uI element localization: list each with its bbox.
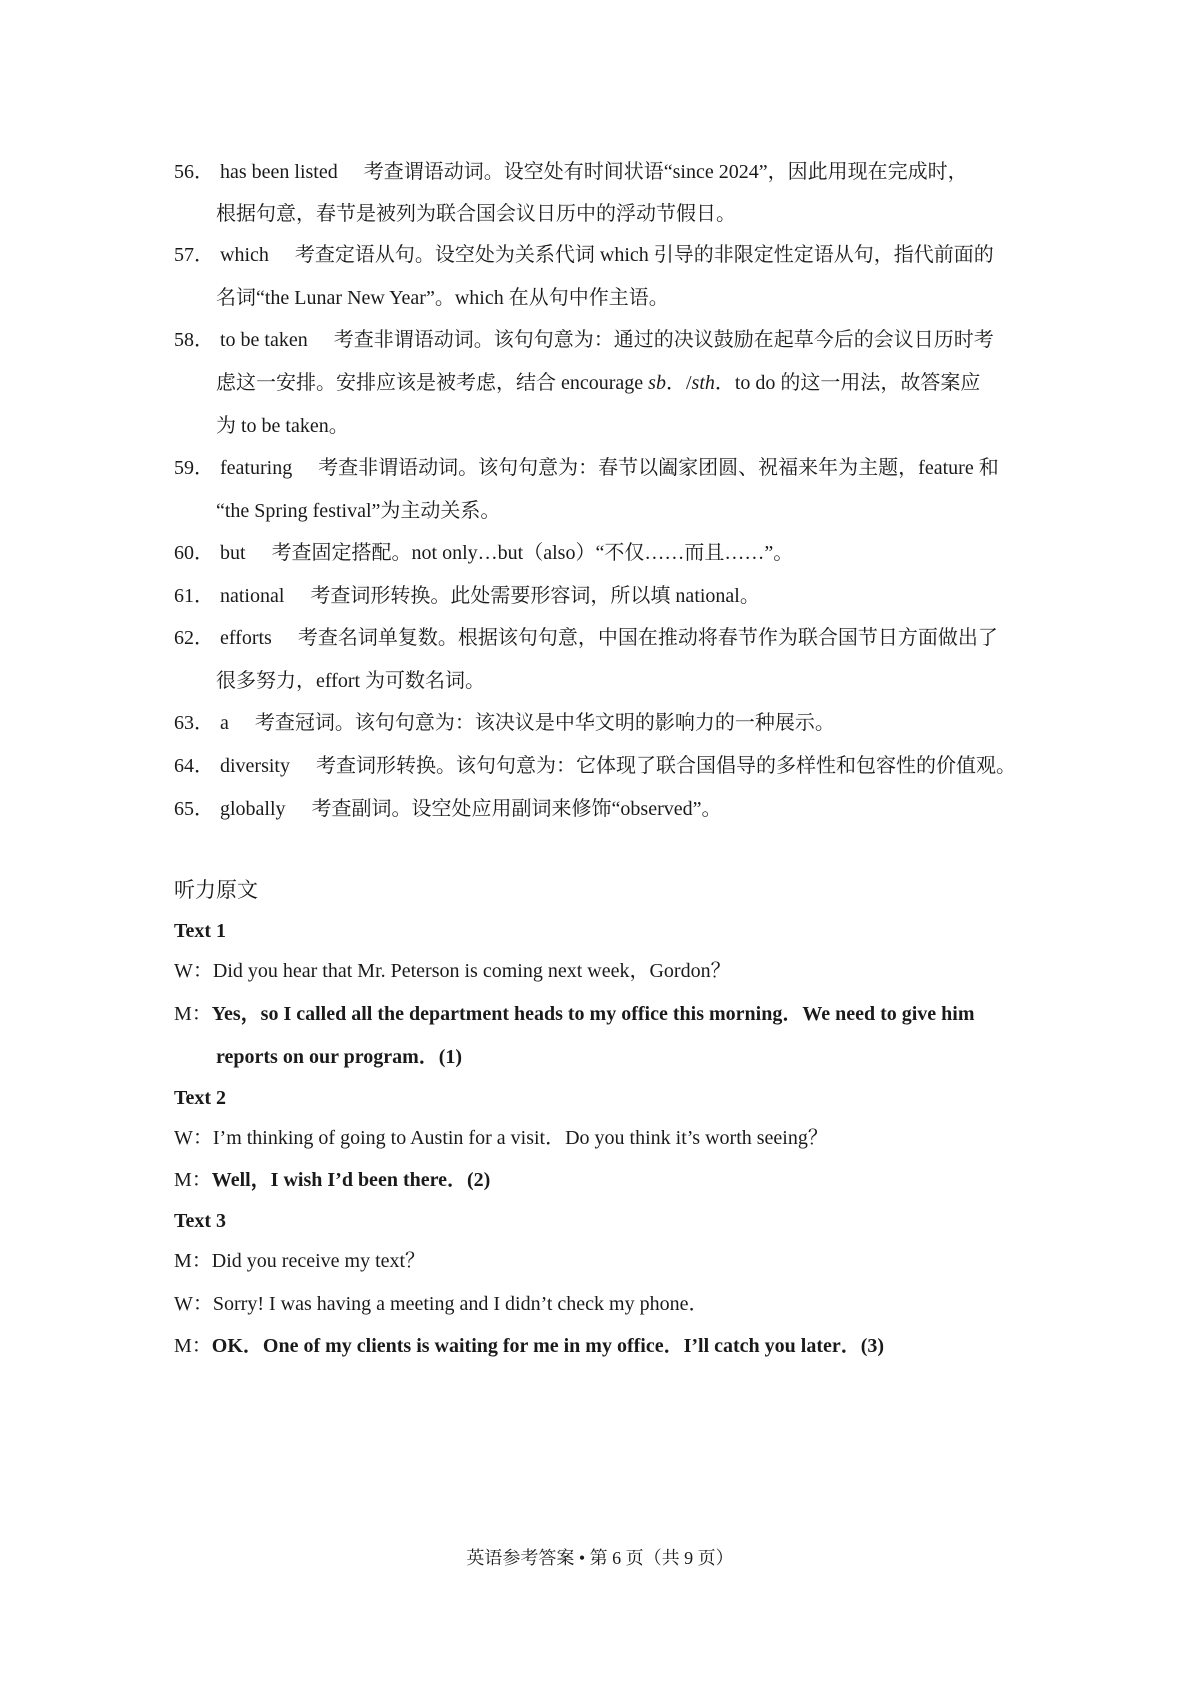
answer-57-line2: 名词“the Lunar New Year”。which 在从句中作主语。 [216,287,669,309]
answer-number: 63． [174,712,214,734]
explanation: 考查谓语动词。设空处有时间状语“since 2024”，因此用现在完成时， [363,161,968,183]
answer-58-line2 [216,369,980,397]
page-footer: 英语参考答案 • 第 6 页（共 9 页） [466,1548,734,1568]
answer-number: 62． [174,627,214,649]
answer-57-line1 [174,241,994,269]
text1-w1: W：Did you hear that Mr. Peterson is coming next week，Gordon？ [174,960,731,982]
answer-60-line1 [174,539,793,567]
speaker-label: M： [174,1003,212,1025]
explanation: 考查副词。设空处应用副词来修饰“observed”。 [311,798,722,820]
answer-text: to be taken [220,329,308,351]
answer-number: 60． [174,542,214,564]
explanation-part: 虑这一安排。安排应该是被考虑，结合 encourage [216,372,649,394]
answer-number: 61． [174,585,214,607]
text1-m1-line1 [174,1000,975,1028]
text3-w1: W：Sorry! I was having a meeting and I didn’t check my phone． [174,1293,709,1315]
section-title: 听力原文 [174,878,258,902]
text3-m1: M：Did you receive my text？ [174,1250,426,1272]
explanation: 考查定语从句。设空处为关系代词 which 引导的非限定性定语从句，指代前面的 [294,244,994,266]
explanation: 考查冠词。该句句意为：该决议是中华文明的影响力的一种展示。 [254,712,835,734]
text2-w1: W：I’m thinking of going to Austin for a visit．Do you think it’s worth seeing？ [174,1127,828,1149]
text2-label: Text 2 [174,1087,227,1109]
answer-text: efforts [220,627,272,649]
explanation-part: ．/ [665,372,692,394]
answer-text: national [220,585,285,607]
answer-56-line2: 根据句意，春节是被列为联合国会议日历中的浮动节假日。 [216,203,736,225]
answer-text: globally [220,798,286,820]
explanation: 考查词形转换。此处需要形容词，所以填 national。 [310,585,760,607]
answer-62-line2: 很多努力，effort 为可数名词。 [216,670,486,692]
text3-m2 [174,1332,884,1360]
text2-m1 [174,1166,490,1194]
explanation: 考查词形转换。该句句意为：它体现了联合国倡导的多样性和包容性的价值观。 [316,755,1016,777]
text1-label: Text 1 [174,920,227,942]
explanation: 考查非谓语动词。该句句意为：通过的决议鼓励在起草今后的会议日历时考 [333,329,994,351]
answer-number: 64． [174,755,214,777]
answer-text: but [220,542,246,564]
answer-text: diversity [220,755,290,777]
explanation: 考查非谓语动词。该句句意为：春节以阖家团圆、祝福来年为主题，feature 和 [318,457,999,479]
dialogue-bold: Yes，so I called all the department heads to my office this morning．We need to give him [211,1003,975,1025]
answer-56-line1 [174,158,968,186]
explanation: 考查固定搭配。not only…but（also）“不仅……而且……”。 [271,542,794,564]
answer-62-line1 [174,624,998,652]
answer-59-line2: “the Spring festival”为主动关系。 [216,500,501,522]
answer-text: featuring [220,457,293,479]
answer-text: a [220,712,229,734]
answer-61-line1 [174,582,760,610]
answer-64-line1 [174,752,1016,780]
answer-63-line1 [174,709,835,737]
speaker-label: M： [174,1169,212,1191]
answer-text: which [220,244,269,266]
text3-label: Text 3 [174,1210,227,1232]
answer-59-line1 [174,454,999,482]
answer-58-line3: 为 to be taken。 [216,415,349,437]
answer-number: 65． [174,798,214,820]
answer-number: 56． [174,161,214,183]
dialogue-bold: OK．One of my clients is waiting for me in my office．I’ll catch you later．(3) [211,1335,885,1357]
italic-sth: sth [691,372,715,394]
dialogue-bold: Well，I wish I’d been there．(2) [211,1169,491,1191]
explanation-part: ．to do 的这一用法，故答案应 [714,372,981,394]
answer-text: has been listed [220,161,338,183]
answer-58-line1 [174,326,994,354]
text1-m1-line2: reports on our program．(1) [216,1046,463,1068]
answer-number: 57． [174,244,214,266]
answer-number: 58． [174,329,214,351]
answer-number: 59． [174,457,214,479]
speaker-label: M： [174,1335,212,1357]
answer-65-line1 [174,795,722,823]
explanation: 考查名词单复数。根据该句句意，中国在推动将春节作为联合国节日方面做出了 [297,627,998,649]
italic-sb: sb [648,372,666,394]
